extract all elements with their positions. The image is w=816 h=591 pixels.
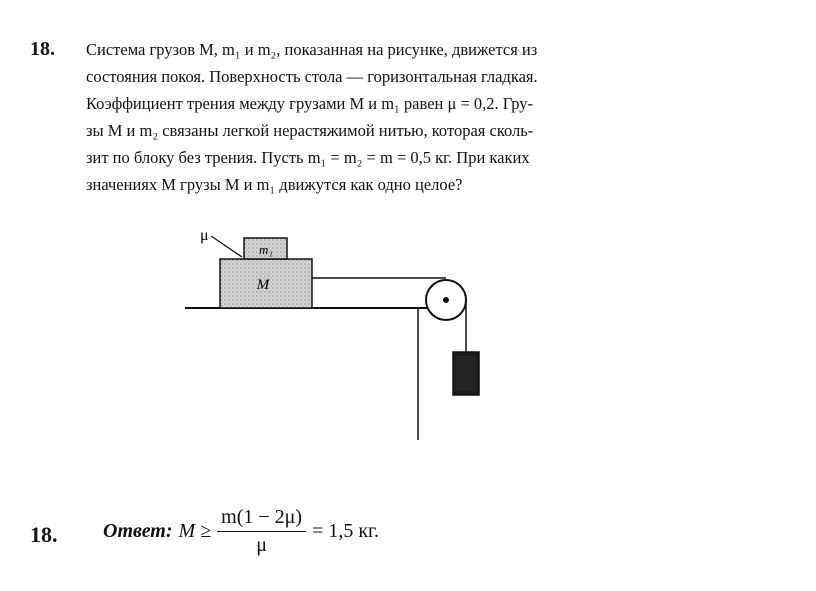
mechanics-diagram — [180, 215, 510, 445]
mu-label: μ — [200, 227, 209, 244]
problem-line: состояния покоя. Поверхность стола — горизонтальная гладкая. — [86, 67, 538, 86]
problem-line: зит по блоку без трения. Пусть m₁ = m₂ = m = 0,5 кг. При каких — [86, 148, 530, 167]
answer — [103, 506, 379, 557]
answer-rhs: = 1,5 кг. — [312, 520, 380, 542]
answer-lhs: M ≥ — [178, 520, 212, 542]
problem-number: 18. — [30, 38, 55, 60]
problem-line: зы M и m₂ связаны легкой нерастяжимой нитью, которая сколь- — [86, 121, 534, 140]
block-m2-texture — [456, 356, 476, 391]
problem-line: значениях M грузы M и m₁ движутся как одно целое? — [86, 175, 463, 194]
problem-line: Коэффициент трения между грузами M и m₁ равен μ = 0,2. Гру- — [86, 94, 534, 113]
fraction-denominator: μ — [256, 534, 267, 556]
problem-text — [86, 36, 586, 198]
problem-line: Система грузов M, m₁ и m₂, показанная на рисунке, движется из — [86, 40, 538, 59]
block-M-label: M — [256, 277, 270, 293]
block-m1-label: m₁ — [259, 242, 273, 257]
mu-pointer — [211, 236, 242, 257]
fraction-numerator: m(1 − 2μ) — [217, 506, 306, 532]
answer-fraction — [217, 506, 306, 557]
pulley-axle — [443, 297, 449, 303]
answer-number: 18. — [30, 522, 58, 547]
answer-label: Ответ: — [103, 520, 173, 542]
